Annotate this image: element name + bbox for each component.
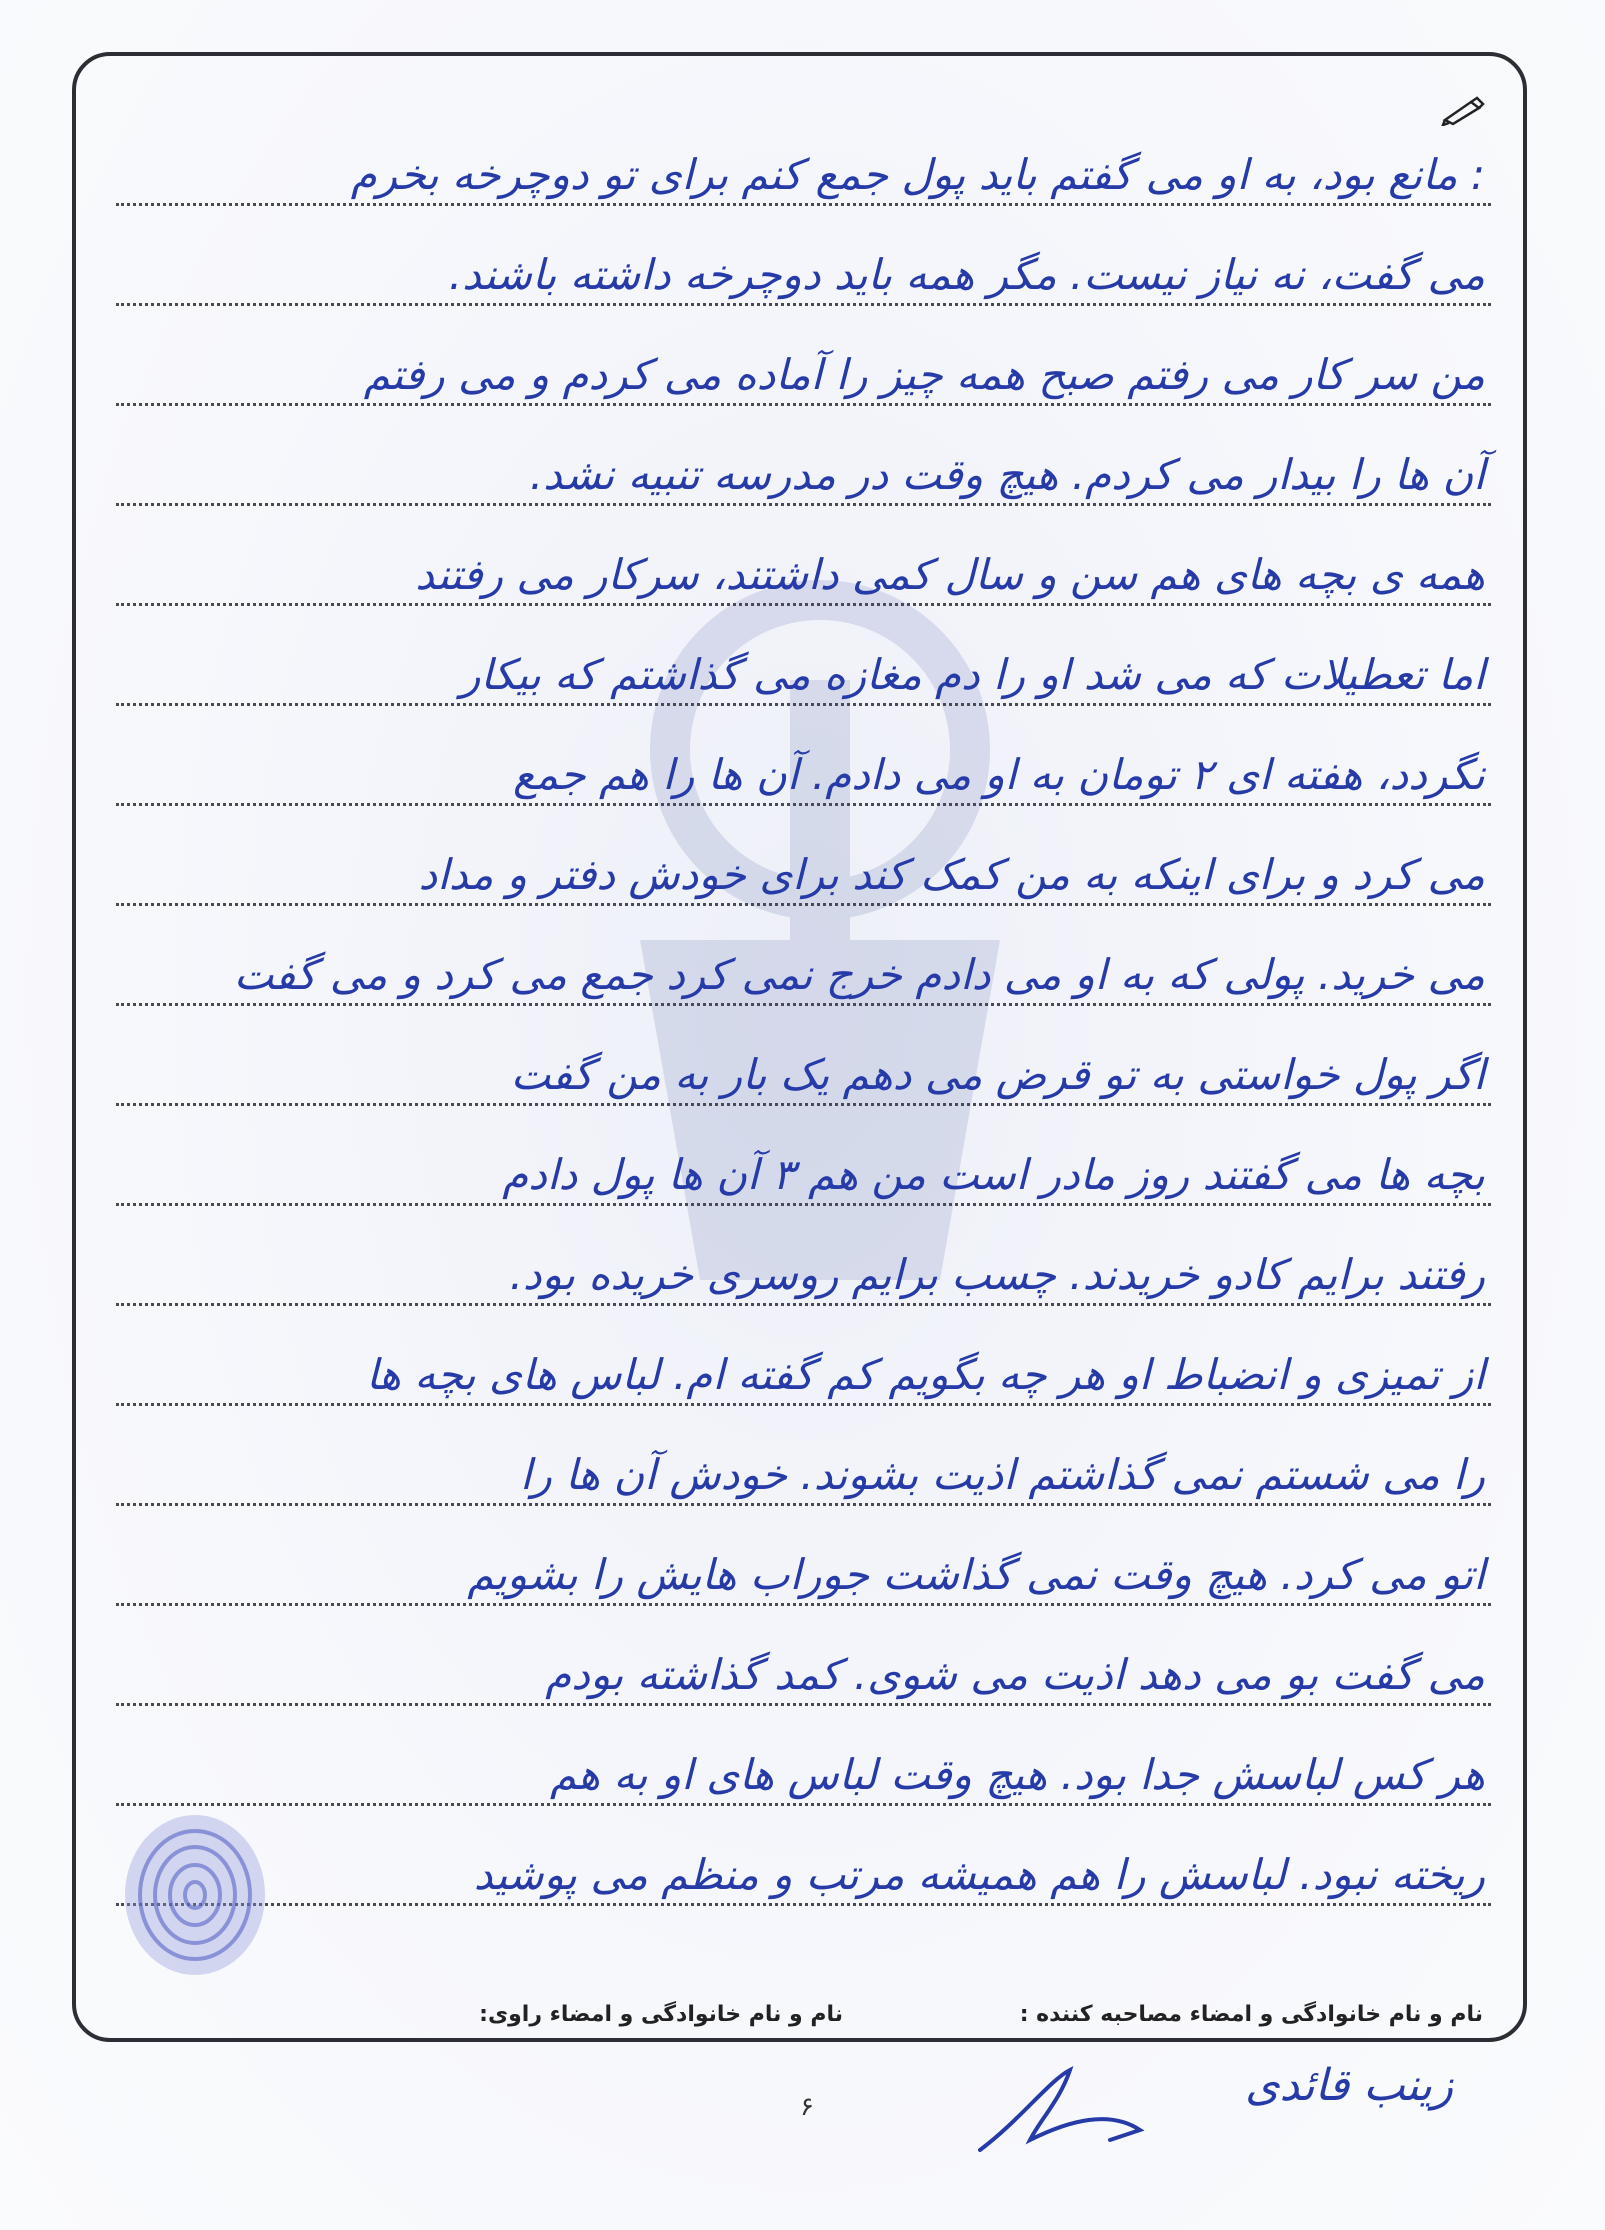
handwritten-text: آن ها را بیدار می کردم. هیچ وقت در مدرسه تنبیه نشد. <box>529 449 1485 499</box>
text-line <box>116 316 1491 406</box>
handwritten-text: از تمیزی و انضباط او هر چه بگویم کم گفته ام. لباس های بچه ها <box>366 1349 1485 1399</box>
text-line <box>116 1216 1491 1306</box>
handwritten-text: : مانع بود، به او می گفتم باید پول جمع کنم برای تو دوچرخه بخرم <box>350 149 1485 199</box>
narrator-signature-label: نام و نام خانوادگی و امضاء راوی: <box>479 2002 843 2027</box>
handwritten-text: اگر پول خواستی به تو قرض می دهم یک بار به من گفت <box>510 1049 1485 1099</box>
fingerprint-icon <box>100 1805 290 1985</box>
page-number: ۶ <box>800 2092 814 2122</box>
page-frame <box>72 52 1527 2042</box>
handwritten-text: می کرد و برای اینکه به من کمک کند برای خودش دفتر و مداد <box>418 849 1485 899</box>
text-line <box>116 816 1491 906</box>
handwritten-text: ریخته نبود. لباسش را هم همیشه مرتب و منظم می پوشید <box>473 1849 1485 1899</box>
text-line <box>116 1616 1491 1706</box>
handwritten-text: نگردد، هفته ای ۲ تومان به او می دادم. آن ها را هم جمع <box>513 749 1485 799</box>
handwritten-text: من سر کار می رفتم صبح همه چیز را آماده می کردم و می رفتم <box>363 349 1485 399</box>
text-line <box>116 1516 1491 1606</box>
signature-footer <box>116 1996 1483 2036</box>
handwritten-text: اما تعطیلات که می شد او را دم مغازه می گذاشتم که بیکار <box>460 649 1485 699</box>
signature-scribble-icon <box>960 2060 1150 2170</box>
interviewer-signature-label: نام و نام خانوادگی و امضاء مصاحبه کننده : <box>1019 2002 1483 2027</box>
handwritten-text: همه ی بچه های هم سن و سال کمی داشتند، سرکار می رفتند <box>415 549 1485 599</box>
handwritten-text: می گفت بو می دهد اذیت می شوی. کمد گذاشته بودم <box>545 1649 1485 1699</box>
handwritten-text: اتو می کرد. هیچ وقت نمی گذاشت جوراب هایش را بشویم <box>467 1549 1485 1599</box>
handwritten-text: رفتند برایم کادو خریدند. چسب برایم روسری خریده بود. <box>509 1249 1485 1299</box>
text-line <box>116 416 1491 506</box>
text-line <box>116 1316 1491 1406</box>
ruled-lines <box>116 116 1491 1996</box>
narrator-name-signature: زینب قائدی <box>1245 2060 1454 2111</box>
handwritten-text: هر کس لباسش جدا بود. هیچ وقت لباس های او به هم <box>550 1749 1485 1799</box>
text-line <box>116 516 1491 606</box>
text-line <box>116 1816 1491 1906</box>
text-line <box>116 1716 1491 1806</box>
handwritten-text: را می شستم نمی گذاشتم اذیت بشوند. خودش آن ها را <box>519 1449 1485 1499</box>
handwritten-text: می گفت، نه نیاز نیست. مگر همه باید دوچرخه داشته باشند. <box>448 249 1485 299</box>
handwritten-text: بچه ها می گفتند روز مادر است من هم ۳ آن ها پول دادم <box>502 1149 1485 1199</box>
text-line <box>116 116 1491 206</box>
text-line <box>116 1116 1491 1206</box>
text-line <box>116 616 1491 706</box>
text-line <box>116 716 1491 806</box>
text-line <box>116 916 1491 1006</box>
text-line <box>116 216 1491 306</box>
text-line <box>116 1416 1491 1506</box>
text-line <box>116 1016 1491 1106</box>
handwritten-text: می خرید. پولی که به او می دادم خرج نمی کرد جمع می کرد و می گفت <box>233 949 1485 999</box>
